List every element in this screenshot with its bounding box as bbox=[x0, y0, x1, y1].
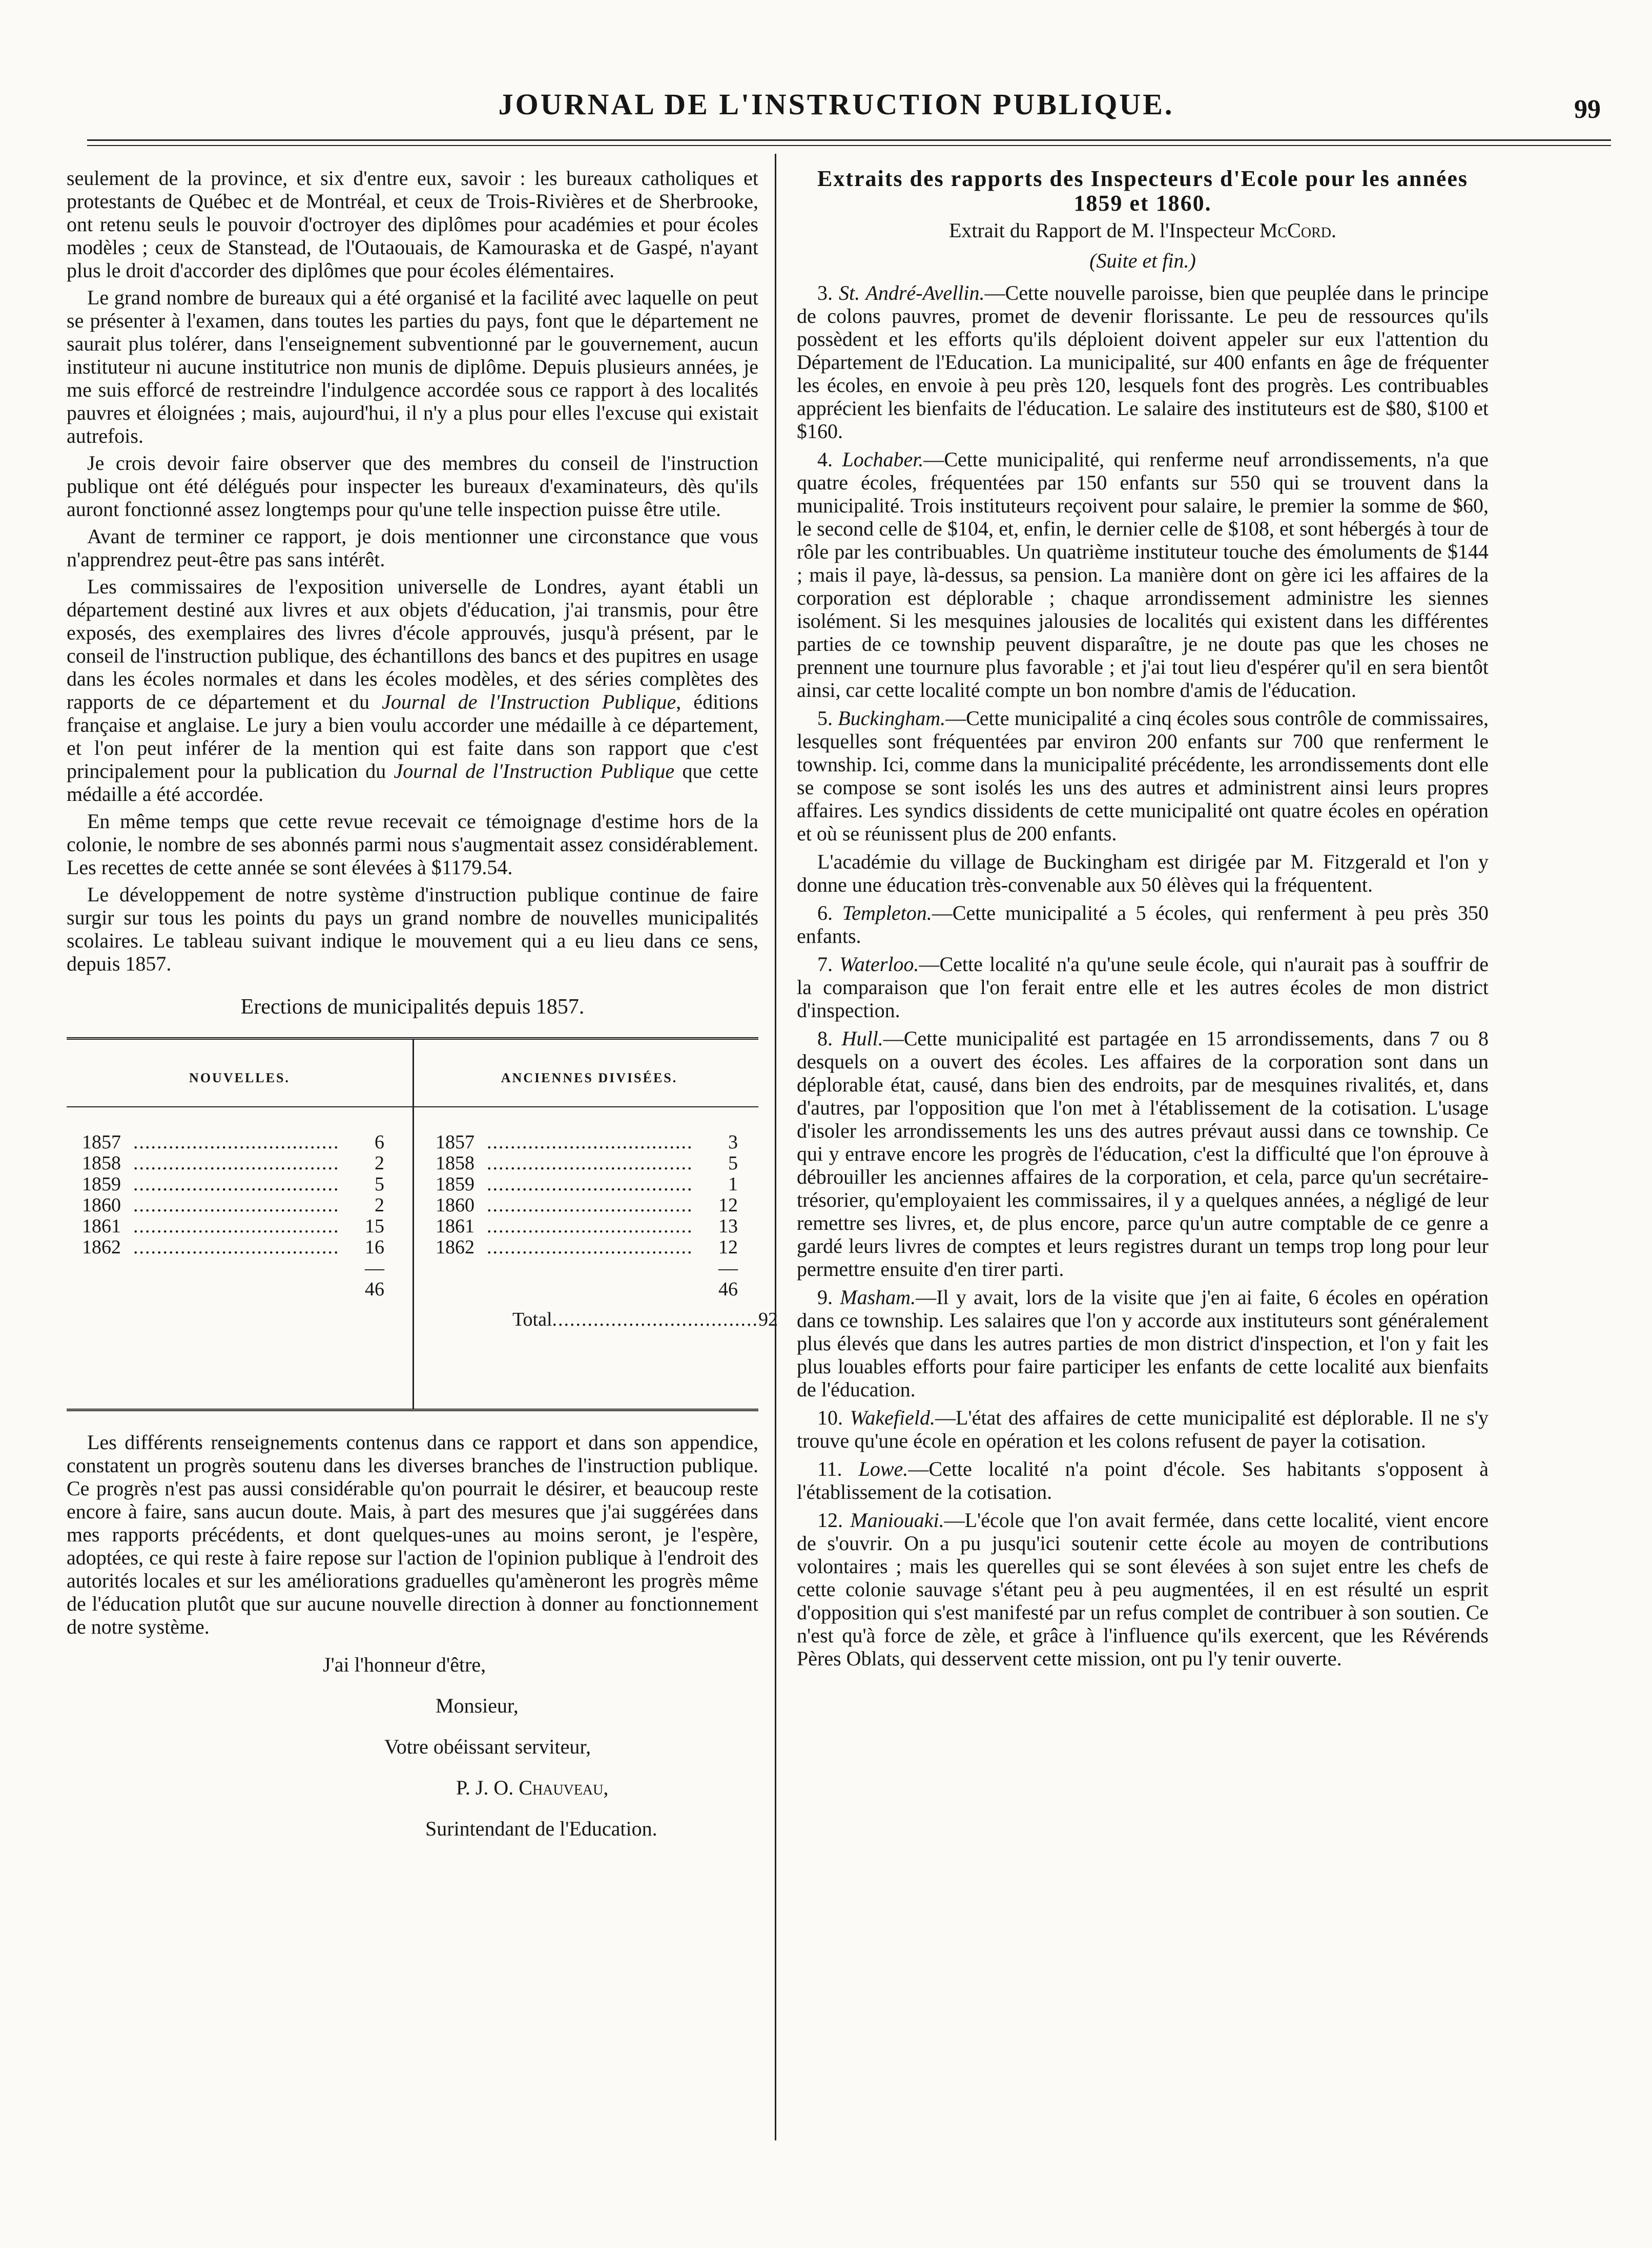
entry-place: Wakefield. bbox=[850, 1406, 935, 1429]
report-entry bbox=[797, 281, 1489, 443]
year-cell: 1861 bbox=[436, 1215, 474, 1237]
value-cell: 5 bbox=[728, 1152, 738, 1174]
sum-value: 46 bbox=[365, 1278, 384, 1300]
value-cell: 15 bbox=[365, 1215, 384, 1237]
sum-dash: — bbox=[718, 1257, 738, 1279]
subtitle-text: . bbox=[1331, 219, 1336, 242]
paragraph: Je crois devoir faire observer que des membres du conseil de l'instruction publique ont été délégués pour inspecter les bureaux d'examinateurs, dès qu'ils auront fonctionné assez longtemps pour qu'une telle inspection puisse être utile. bbox=[67, 451, 758, 521]
report-entry bbox=[797, 901, 1489, 947]
entry-number: 4. bbox=[817, 448, 833, 471]
leader-dots: ................................... bbox=[487, 1215, 693, 1237]
entry-number: 6. bbox=[817, 901, 833, 924]
leader-dots: ................................... bbox=[487, 1131, 693, 1153]
paragraph: Le grand nombre de bureaux qui a été organisé et la facilité avec laquelle on peut se présenter à l'examen, dans toutes les parties du pays, font que le département ne saurait plus tolérer, dans l'enseignement subventionné par le gouvernement, aucun instituteur ni aucune institutrice non munis de diplôme. Depuis plusieurs années, je me suis efforcé de restreindre l'indulgence accordée sous ce rapport à des localités pauvres et éloignées ; mais, aujourd'hui, il n'y a plus pour elles l'excuse qui existait autrefois. bbox=[67, 286, 758, 447]
text: que cette médaille a été accordée. bbox=[67, 759, 758, 806]
entry-text: —L'école que l'on avait fermée, dans cette localité, vient encore de s'ouvrir. On a pu jusqu'ici soutenir cette école au moyen de contributions volontaires ; mais les querelles qui se sont élevées à son sujet entre les chefs de cette colonie sauvage s'étant peu à peu augmentées, il en est résulté un esprit d'opposition qui s'est manifesté par un refus complet de contribuer à son soutien. Ce n'est qu'à force de zèle, et grâce à l'influence qu'ils exercent, que les Révérends Pères Oblats, qui desservent cette mission, ont pu l'y tenir ouverte. bbox=[797, 1509, 1489, 1670]
leader-dots: ................................... bbox=[487, 1194, 693, 1216]
subtitle-text: Extrait du Rapport de M. l'Inspecteur bbox=[949, 219, 1259, 242]
entry-number: 8. bbox=[817, 1027, 833, 1050]
entry-text: —Cette nouvelle paroisse, bien que peuplée dans le principe de colons pauvres, promet de devenir florissante. Le peu de ressources qu'ils possèdent et les efforts qu'ils déploient doivent appeler sur eux l'attention du Département de l'Education. La municipalité, sur 400 enfants en âge de fréquenter les écoles, en envoie à peu près 120, lesquels font des progrès. Les contribuables apprécient les bienfaits de l'éducation. Le salaire des instituteurs est de $80, $100 et $160. bbox=[797, 281, 1489, 443]
entry-text: —Cette municipalité, qui renferme neuf arrondissements, n'a que quatre écoles, fréquentées par 150 enfants sur 550 qui se trouvent dans la municipalité. Trois instituteurs reçoivent pour salaire, le premier la somme de $60, le second celle de $104, et, enfin, le dernier celle de $108, et sont hébergés à tour de rôle par les contribuables. Un quatrième instituteur touche des émoluments de $144 ; mais il paye, là-dessus, sa pension. La manière dont on gère ici les affaires de la corporation est déplorable ; chaque arrondissement administre les siennes isolément. Si les mesquines jalousies de localités qui existent dans les différentes parties de ce township peuvent disparaître, je ne doute pas que les choses ne prennent une tournure plus favorable ; et j'ai tout lieu d'espérer qu'il en sera bientôt ainsi, car cette localité compte un bon nombre d'amis de l'éducation. bbox=[797, 448, 1489, 702]
entry-text: —Cette municipalité est partagée en 15 arrondissements, dans 7 ou 8 desquels on a ouvert des écoles. Les affaires de la corporation sont dans un déplorable état, causé, dans bien des endroits, par de mesquines rivalités, et, dans d'autres, par l'opposition que l'on met à l'établissement de la cotisation. L'usage d'isoler les arrondissements les uns des autres prévaut aussi dans ce township. Ce qui y entrave encore les progrès de l'éducation, c'est la difficulté que l'on éprouve à débrouiller les anciennes affaires de la corporation, et cela, parce qu'un secrétaire-trésorier, qu'employaient les commissaires, il y a quelques années, a négligé de leur remettre ses livres, et, de plus encore, parce qu'un autre comptable de ce genre a gardé leurs livres de comptes et leurs registres durant un temps trop long pour leur permettre ensuite d'en tirer parti. bbox=[797, 1027, 1489, 1281]
report-entry bbox=[797, 1509, 1489, 1670]
sum-dash: — bbox=[365, 1257, 384, 1279]
paragraph: seulement de la province, et six d'entre eux, savoir : les bureaux catholiques et protestants de Québec et de Montréal, et ceux de Trois-Rivières et de Sherbrooke, ont retenu seuls le pouvoir d'octroyer des diplômes pour académies et pour écoles modèles ; ceux de Stanstead, de l'Outaouais, de Kamouraska et de Gaspé, n'ayant plus le droit d'accorder des diplômes que pour écoles élémentaires. bbox=[67, 167, 758, 282]
year-cell: 1859 bbox=[82, 1173, 121, 1195]
table-row bbox=[82, 1237, 384, 1258]
leader-dots: ................................... bbox=[487, 1236, 693, 1258]
leader-dots: ................................... bbox=[487, 1173, 693, 1195]
entry-text: L'académie du village de Buckingham est dirigée par M. Fitzgerald et l'on y donne une éducation très-convenable aux 50 élèves qui la fréquentent. bbox=[797, 850, 1489, 896]
leader-dots: ................................... bbox=[133, 1131, 340, 1153]
entry-place: Maniouaki. bbox=[850, 1509, 944, 1532]
year-cell: 1862 bbox=[82, 1236, 121, 1258]
value-cell: 3 bbox=[728, 1131, 738, 1153]
journal-title: Journal de l'Instruction Publique bbox=[394, 759, 675, 782]
leader-dots: ................................... bbox=[133, 1215, 340, 1237]
value-cell: 2 bbox=[375, 1194, 384, 1216]
leader-dots: ................................... bbox=[133, 1152, 340, 1174]
entry-place: Templeton. bbox=[842, 901, 932, 924]
entry-text: —Cette localité n'a qu'une seule école, qui n'aurait pas à souffrir de la comparaison que l'on ferait entre elle et les autres écoles de mon district d'inspection. bbox=[797, 953, 1489, 1022]
left-column bbox=[67, 167, 778, 1849]
table-row bbox=[436, 1132, 738, 1153]
year-cell: 1860 bbox=[436, 1194, 474, 1216]
table-divider bbox=[412, 1040, 414, 1409]
journal-title: Journal de l'Instruction Publique bbox=[382, 690, 676, 713]
right-column bbox=[797, 167, 1489, 1675]
column-divider bbox=[775, 154, 776, 2140]
page-header bbox=[56, 72, 1616, 133]
report-entry bbox=[797, 953, 1489, 1022]
paragraph: Le développement de notre système d'instruction publique continue de faire surgir sur tous les points du pays un grand nombre de nouvelles municipalités scolaires. Le tableau suivant indique le mouvement qui a eu lieu dans ce sens, depuis 1857. bbox=[67, 883, 758, 975]
value-cell: 12 bbox=[718, 1236, 738, 1258]
closing-line: Votre obéissant serviteur, bbox=[384, 1735, 591, 1758]
year-cell: 1857 bbox=[436, 1131, 474, 1153]
entry-number: 9. bbox=[817, 1286, 833, 1309]
sum-value: 46 bbox=[718, 1278, 738, 1300]
total-label: Total bbox=[512, 1309, 552, 1330]
table-row bbox=[82, 1132, 384, 1153]
paragraph: Avant de terminer ce rapport, je dois mentionner une circonstance que vous n'apprendrez peut-être pas sans intérêt. bbox=[67, 525, 758, 571]
paragraph: Les différents renseignements contenus dans ce rapport et dans son appendice, constatent un progrès soutenu dans les diverses branches de l'instruction publique. Ce progrès n'est pas aussi considérable qu'on pourrait le désirer, et beaucoup reste encore à faire, sans aucun doute. Mais, à part des mesures que j'ai suggérées dans mes rapports précédents, et dont quelques-unes au moins seront, je l'espère, adoptées, ce qui reste à faire repose sur l'action de l'opinion publique à l'endroit des autorités locales et sur les améliorations graduelles qu'amèneront les progrès même de l'éducation plutôt que sur aucune nouvelle direction à donner au fonctionnement de notre système. bbox=[67, 1431, 758, 1638]
table-row bbox=[82, 1195, 384, 1216]
value-cell: 13 bbox=[718, 1215, 738, 1237]
value-cell: 6 bbox=[375, 1131, 384, 1153]
value-cell: 16 bbox=[365, 1236, 384, 1258]
table-column-new bbox=[82, 1132, 384, 1300]
section-subtitle bbox=[797, 219, 1489, 242]
report-entry bbox=[797, 1406, 1489, 1452]
table-header-new: NOUVELLES. bbox=[189, 1070, 290, 1085]
entry-place: Masham. bbox=[840, 1286, 916, 1309]
entry-number: 10. bbox=[817, 1406, 843, 1429]
closing-signature bbox=[67, 1644, 758, 1849]
entry-place: Buckingham. bbox=[838, 707, 946, 730]
entry-place: Lowe. bbox=[858, 1457, 908, 1480]
year-cell: 1857 bbox=[82, 1131, 121, 1153]
signature-title: Surintendant de l'Education. bbox=[425, 1817, 657, 1840]
leader-dots: ................................... bbox=[133, 1236, 340, 1258]
report-entry bbox=[797, 1457, 1489, 1503]
leader-dots: ................................... bbox=[133, 1194, 340, 1216]
entry-number: 12. bbox=[817, 1509, 843, 1532]
total-value: 92 bbox=[758, 1309, 778, 1330]
page-number: 99 bbox=[1574, 95, 1601, 124]
paragraph bbox=[67, 575, 758, 806]
value-cell: 1 bbox=[728, 1173, 738, 1195]
signature-name: P. J. O. Chauveau, bbox=[456, 1776, 609, 1799]
leader-dots: ................................... bbox=[133, 1173, 340, 1195]
value-cell: 2 bbox=[375, 1152, 384, 1174]
header-rule bbox=[87, 139, 1611, 146]
report-entry bbox=[797, 707, 1489, 845]
entry-text: —Cette municipalité a 5 écoles, qui renferment à peu près 350 enfants. bbox=[797, 901, 1489, 947]
running-title: JOURNAL DE L'INSTRUCTION PUBLIQUE. bbox=[498, 88, 1174, 121]
year-cell: 1861 bbox=[82, 1215, 121, 1237]
report-entry bbox=[797, 1027, 1489, 1281]
paragraph: En même temps que cette revue recevait ce témoignage d'estime hors de la colonie, le nombre de ses abonnés parmi nous s'augmentait assez considérablement. Les recettes de cette année se sont élevées à $1179.54. bbox=[67, 810, 758, 879]
report-entry bbox=[797, 448, 1489, 702]
entry-text: —L'état des affaires de cette municipalité est déplorable. Il ne s'y trouve qu'une école en opération et les colons refusent de payer la cotisation. bbox=[797, 1406, 1489, 1452]
entry-text: —Cette municipalité a cinq écoles sous contrôle de commissaires, lesquelles sont fréquentées par environ 200 enfants sur 700 que renferment le township. Ici, comme dans la municipalité précédente, les arrondissements dont elle se compose se sont isolés les uns des autres et administrent ainsi leurs propres affaires. Les syndics dissidents de cette municipalité ont quatre écoles en opération et où se réunissent plus de 200 enfants. bbox=[797, 707, 1489, 845]
year-cell: 1858 bbox=[436, 1152, 474, 1174]
entry-place: Hull. bbox=[841, 1027, 883, 1050]
year-cell: 1862 bbox=[436, 1236, 474, 1258]
year-cell: 1860 bbox=[82, 1194, 121, 1216]
entry-place: Waterloo. bbox=[839, 953, 919, 976]
inspector-name: McCord bbox=[1259, 219, 1331, 242]
text: , éditions française et anglaise. Le jury a bien voulu accorder une médaille à ce département, et l'on peut inférer de la mention qui est faite dans son rapport que c'est principalement pour la publication du bbox=[67, 690, 758, 782]
table-column-divided bbox=[436, 1131, 778, 1330]
text: Les commissaires de l'exposition universelle de Londres, ayant établi un département destiné aux livres et aux objets d'éducation, j'ai transmis, pour être exposés, des exemplaires des livres d'école approuvés, jusqu'à présent, par le conseil de l'instruction publique, des échantillons des bancs et des pupitres en usage dans les écoles normales et dans les écoles modèles, et des séries complètes des rapports de ce département et du bbox=[67, 575, 758, 713]
entry-number: 3. bbox=[817, 281, 833, 304]
table-row bbox=[436, 1195, 738, 1216]
table-row bbox=[82, 1216, 384, 1237]
municipalities-table bbox=[67, 1037, 778, 1411]
table-row bbox=[436, 1216, 738, 1237]
year-cell: 1859 bbox=[436, 1173, 474, 1195]
entry-place: Lochaber. bbox=[842, 448, 924, 471]
table-row bbox=[82, 1174, 384, 1195]
value-cell: 5 bbox=[375, 1173, 384, 1195]
leader-dots: ................................... bbox=[552, 1309, 759, 1330]
table-row bbox=[436, 1153, 738, 1174]
entry-place: St. André-Avellin. bbox=[839, 281, 985, 304]
total-row bbox=[436, 1309, 778, 1330]
table-row bbox=[436, 1174, 738, 1195]
value-cell: 12 bbox=[718, 1194, 738, 1216]
entry-text: —Il y avait, lors de la visite que j'en ai faite, 6 écoles en opération dans ce township. Les salaires que l'on y accorde aux instituteurs sont généralement plus élevés que dans les autres parties de mon district d'inspection, et l'on y fait les plus louables efforts pour faire participer les enfants de cette localité aux bienfaits de l'éducation. bbox=[797, 1286, 1489, 1401]
entry-number: 11. bbox=[817, 1457, 842, 1480]
closing-line: J'ai l'honneur d'être, bbox=[323, 1653, 486, 1676]
table-caption: Erections de municipalités depuis 1857. bbox=[240, 995, 585, 1019]
entry-text: —Cette localité n'a point d'école. Ses habitants s'opposent à l'établissement de la cotisation. bbox=[797, 1457, 1489, 1503]
table-row bbox=[436, 1237, 738, 1258]
closing-line: Monsieur, bbox=[436, 1694, 519, 1717]
entry-number: 5. bbox=[817, 707, 833, 730]
section-title: Extraits des rapports des Inspecteurs d'Ecole pour les années 1859 et 1860. bbox=[817, 166, 1469, 216]
entry-number: 7. bbox=[817, 953, 833, 976]
year-cell: 1858 bbox=[82, 1152, 121, 1174]
table-header-divided: ANCIENNES DIVISÉES. bbox=[501, 1070, 678, 1085]
report-entry bbox=[797, 850, 1489, 896]
report-entry bbox=[797, 1286, 1489, 1401]
table-row bbox=[82, 1153, 384, 1174]
leader-dots: ................................... bbox=[487, 1152, 693, 1174]
report-entries bbox=[797, 281, 1489, 1670]
continued-note: (Suite et fin.) bbox=[1089, 249, 1196, 272]
table-header-rule bbox=[67, 1106, 758, 1107]
